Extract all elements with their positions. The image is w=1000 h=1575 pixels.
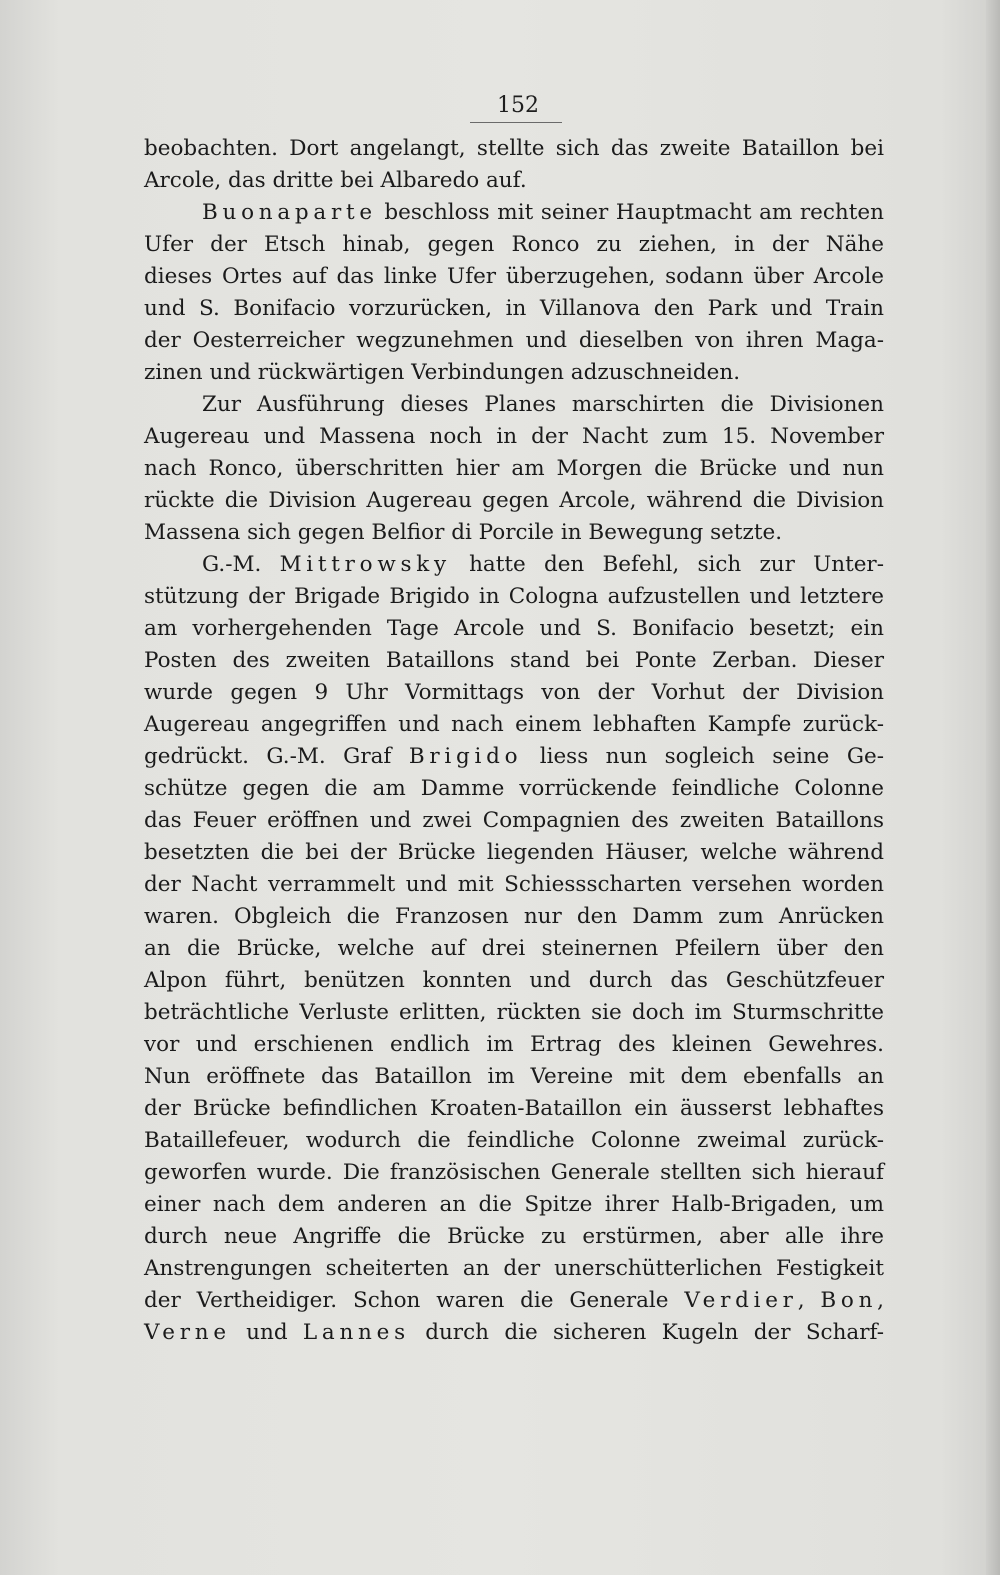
spaced-name: Buonaparte <box>202 200 377 225</box>
body-text <box>144 133 884 1349</box>
text-fragment: der Vertheidiger. Schon waren die Generale <box>144 1288 685 1313</box>
text-fragment: hatte den Befehl, sich zur Unter- <box>450 552 884 577</box>
spaced-name: Mittrowsky <box>279 552 451 577</box>
text-line: Anstrengungen scheiterten an der unerschütterlichen Festigkeit <box>144 1256 884 1281</box>
text-line <box>144 549 884 581</box>
text-line: der Brücke befindlichen Kroaten-Bataillon ein äusserst lebhaftes <box>144 1096 884 1121</box>
spaced-name: Bon <box>820 1288 878 1313</box>
spaced-name: Lannes <box>302 1320 410 1345</box>
text-line: das Feuer eröffnen und zwei Compagnien des zweiten Bataillons <box>144 808 884 833</box>
text-fragment: , <box>797 1288 821 1313</box>
text-line: Posten des zweiten Bataillons stand bei Ponte Zerban. Dieser <box>144 648 884 673</box>
text-line: vor und erschienen endlich im Ertrag des kleinen Gewehres. <box>144 1032 884 1057</box>
text-line: besetzten die bei der Brücke liegenden Häuser, welche während <box>144 840 884 865</box>
text-line: waren. Obgleich die Franzosen nur den Damm zum Anrücken <box>144 904 884 929</box>
text-fragment: beschloss mit seiner Hauptmacht am rechten <box>376 200 884 225</box>
text-line: Ufer der Etsch hinab, gegen Ronco zu ziehen, in der Nähe <box>144 232 884 257</box>
text-line: der Nacht verrammelt und mit Schiessscharten versehen worden <box>144 872 884 897</box>
text-line: dieses Ortes auf das linke Ufer überzugehen, sodann über Arcole <box>144 264 884 289</box>
text-line <box>144 1317 884 1349</box>
text-line: beträchtliche Verluste erlitten, rückten sie doch im Sturmschritte <box>144 1000 884 1025</box>
text-line: Augereau und Massena noch in der Nacht zum 15. November <box>144 424 884 449</box>
text-fragment: durch die sicheren Kugeln der Scharf- <box>409 1320 884 1345</box>
text-line: nach Ronco, überschritten hier am Morgen die Brücke und nun <box>144 456 884 481</box>
spaced-name: Verdier <box>684 1288 798 1313</box>
page-number: 152 <box>497 93 539 118</box>
text-line: geworfen wurde. Die französischen Generale stellten sich hierauf <box>144 1160 884 1185</box>
text-line: Bataillefeuer, wodurch die feindliche Colonne zweimal zurück- <box>144 1128 884 1153</box>
text-line: Zur Ausführung dieses Planes marschirten die Divisionen <box>202 392 884 417</box>
text-line: Arcole, das dritte bei Albaredo auf. <box>144 168 527 193</box>
text-line: Augereau angegriffen und nach einem lebhaften Kampfe zurück- <box>144 712 884 737</box>
page-number-rule <box>470 122 562 123</box>
text-line: durch neue Angriffe die Brücke zu erstürmen, aber alle ihre <box>144 1224 884 1249</box>
text-line: stützung der Brigade Brigido in Cologna aufzustellen und letztere <box>144 584 884 609</box>
text-line: Alpon führt, benützen konnten und durch das Geschützfeuer <box>144 968 884 993</box>
text-line: zinen und rückwärtigen Verbindungen adzuschneiden. <box>144 360 741 385</box>
text-line: einer nach dem anderen an die Spitze ihrer Halb-Brigaden, um <box>144 1192 884 1217</box>
text-line: beobachten. Dort angelangt, stellte sich das zweite Bataillon bei <box>144 136 884 161</box>
text-fragment: und <box>230 1320 303 1345</box>
text-line: Nun eröffnete das Bataillon im Vereine mit dem ebenfalls an <box>144 1064 884 1089</box>
text-line: und S. Bonifacio vorzurücken, in Villanova den Park und Train <box>144 296 884 321</box>
text-line: am vorhergehenden Tage Arcole und S. Bonifacio besetzt; ein <box>144 616 884 641</box>
text-fragment: liess nun sogleich seine Ge- <box>522 744 884 769</box>
text-line: rückte die Division Augereau gegen Arcole, während die Division <box>144 488 884 513</box>
text-line: Massena sich gegen Belfior di Porcile in Bewegung setzte. <box>144 520 783 545</box>
text-line <box>144 741 884 773</box>
text-line <box>144 197 884 229</box>
text-line: an die Brücke, welche auf drei steinernen Pfeilern über den <box>144 936 884 961</box>
text-line: schütze gegen die am Damme vorrückende feindliche Colonne <box>144 776 884 801</box>
page-gutter-shadow <box>986 0 1000 1575</box>
text-fragment: gedrückt. G.-M. Graf <box>144 744 409 769</box>
text-line <box>144 1285 884 1317</box>
text-fragment: G.-M. <box>202 552 280 577</box>
spaced-name: Brigido <box>408 744 523 769</box>
spaced-name: Verne <box>144 1320 231 1345</box>
text-line: der Oesterreicher wegzunehmen und dieselben von ihren Maga- <box>144 328 884 353</box>
text-line: wurde gegen 9 Uhr Vormittags von der Vorhut der Division <box>144 680 884 705</box>
text-fragment: , <box>877 1288 884 1313</box>
